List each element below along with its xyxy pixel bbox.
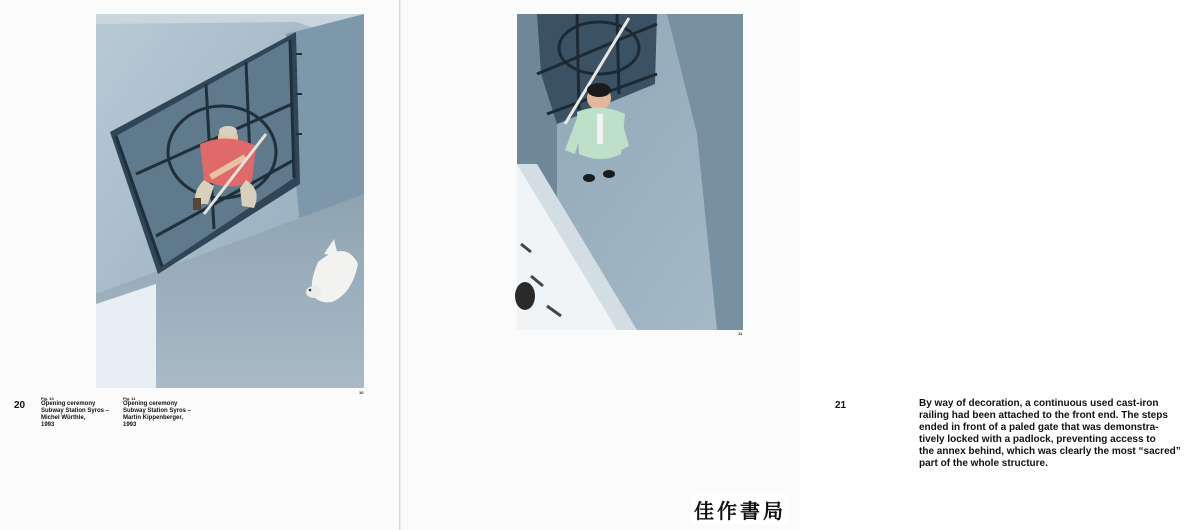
figure-ref-number: 11 [738, 331, 743, 336]
caption-fig-11 [123, 396, 191, 429]
caption-line: Opening ceremony [41, 401, 96, 407]
watermark: 佳作書局 [692, 495, 788, 524]
left-page [0, 0, 399, 530]
caption-line: 1993 [123, 422, 137, 428]
caption-fig-10 [41, 396, 109, 429]
photo-martin-kippenberger-stairwell [517, 14, 743, 330]
caption-line: Opening ceremony [123, 401, 178, 407]
photo-michel-wurthle-gate [96, 14, 364, 388]
caption-line: Martin Kippenberger, [123, 415, 184, 421]
body-line: By way of decoration, a continuous used cast-iron [919, 398, 1159, 409]
caption-fig-label: Fig. 10 [41, 396, 54, 401]
body-line: part of the whole structure. [919, 458, 1048, 469]
caption-line: Subway Station Syros – [123, 408, 192, 414]
page-number-right: 21 [835, 400, 847, 411]
caption-line: Subway Station Syros – [41, 408, 110, 414]
body-line: the annex behind, which was clearly the most “sacred” [919, 446, 1181, 457]
figure-ref-number: 10 [359, 390, 364, 395]
page-number-left: 20 [14, 400, 26, 411]
body-line: railing had been attached to the front end. The steps [919, 410, 1168, 421]
caption-line: 1993 [41, 422, 55, 428]
caption-fig-label: Fig. 11 [123, 396, 136, 401]
body-line: tively locked with a padlock, preventing access to [919, 434, 1156, 445]
body-line: ended in front of a paled gate that was demonstra- [919, 422, 1159, 433]
body-paragraph [919, 398, 1189, 470]
caption-line: Michel Würthle, [41, 415, 86, 421]
